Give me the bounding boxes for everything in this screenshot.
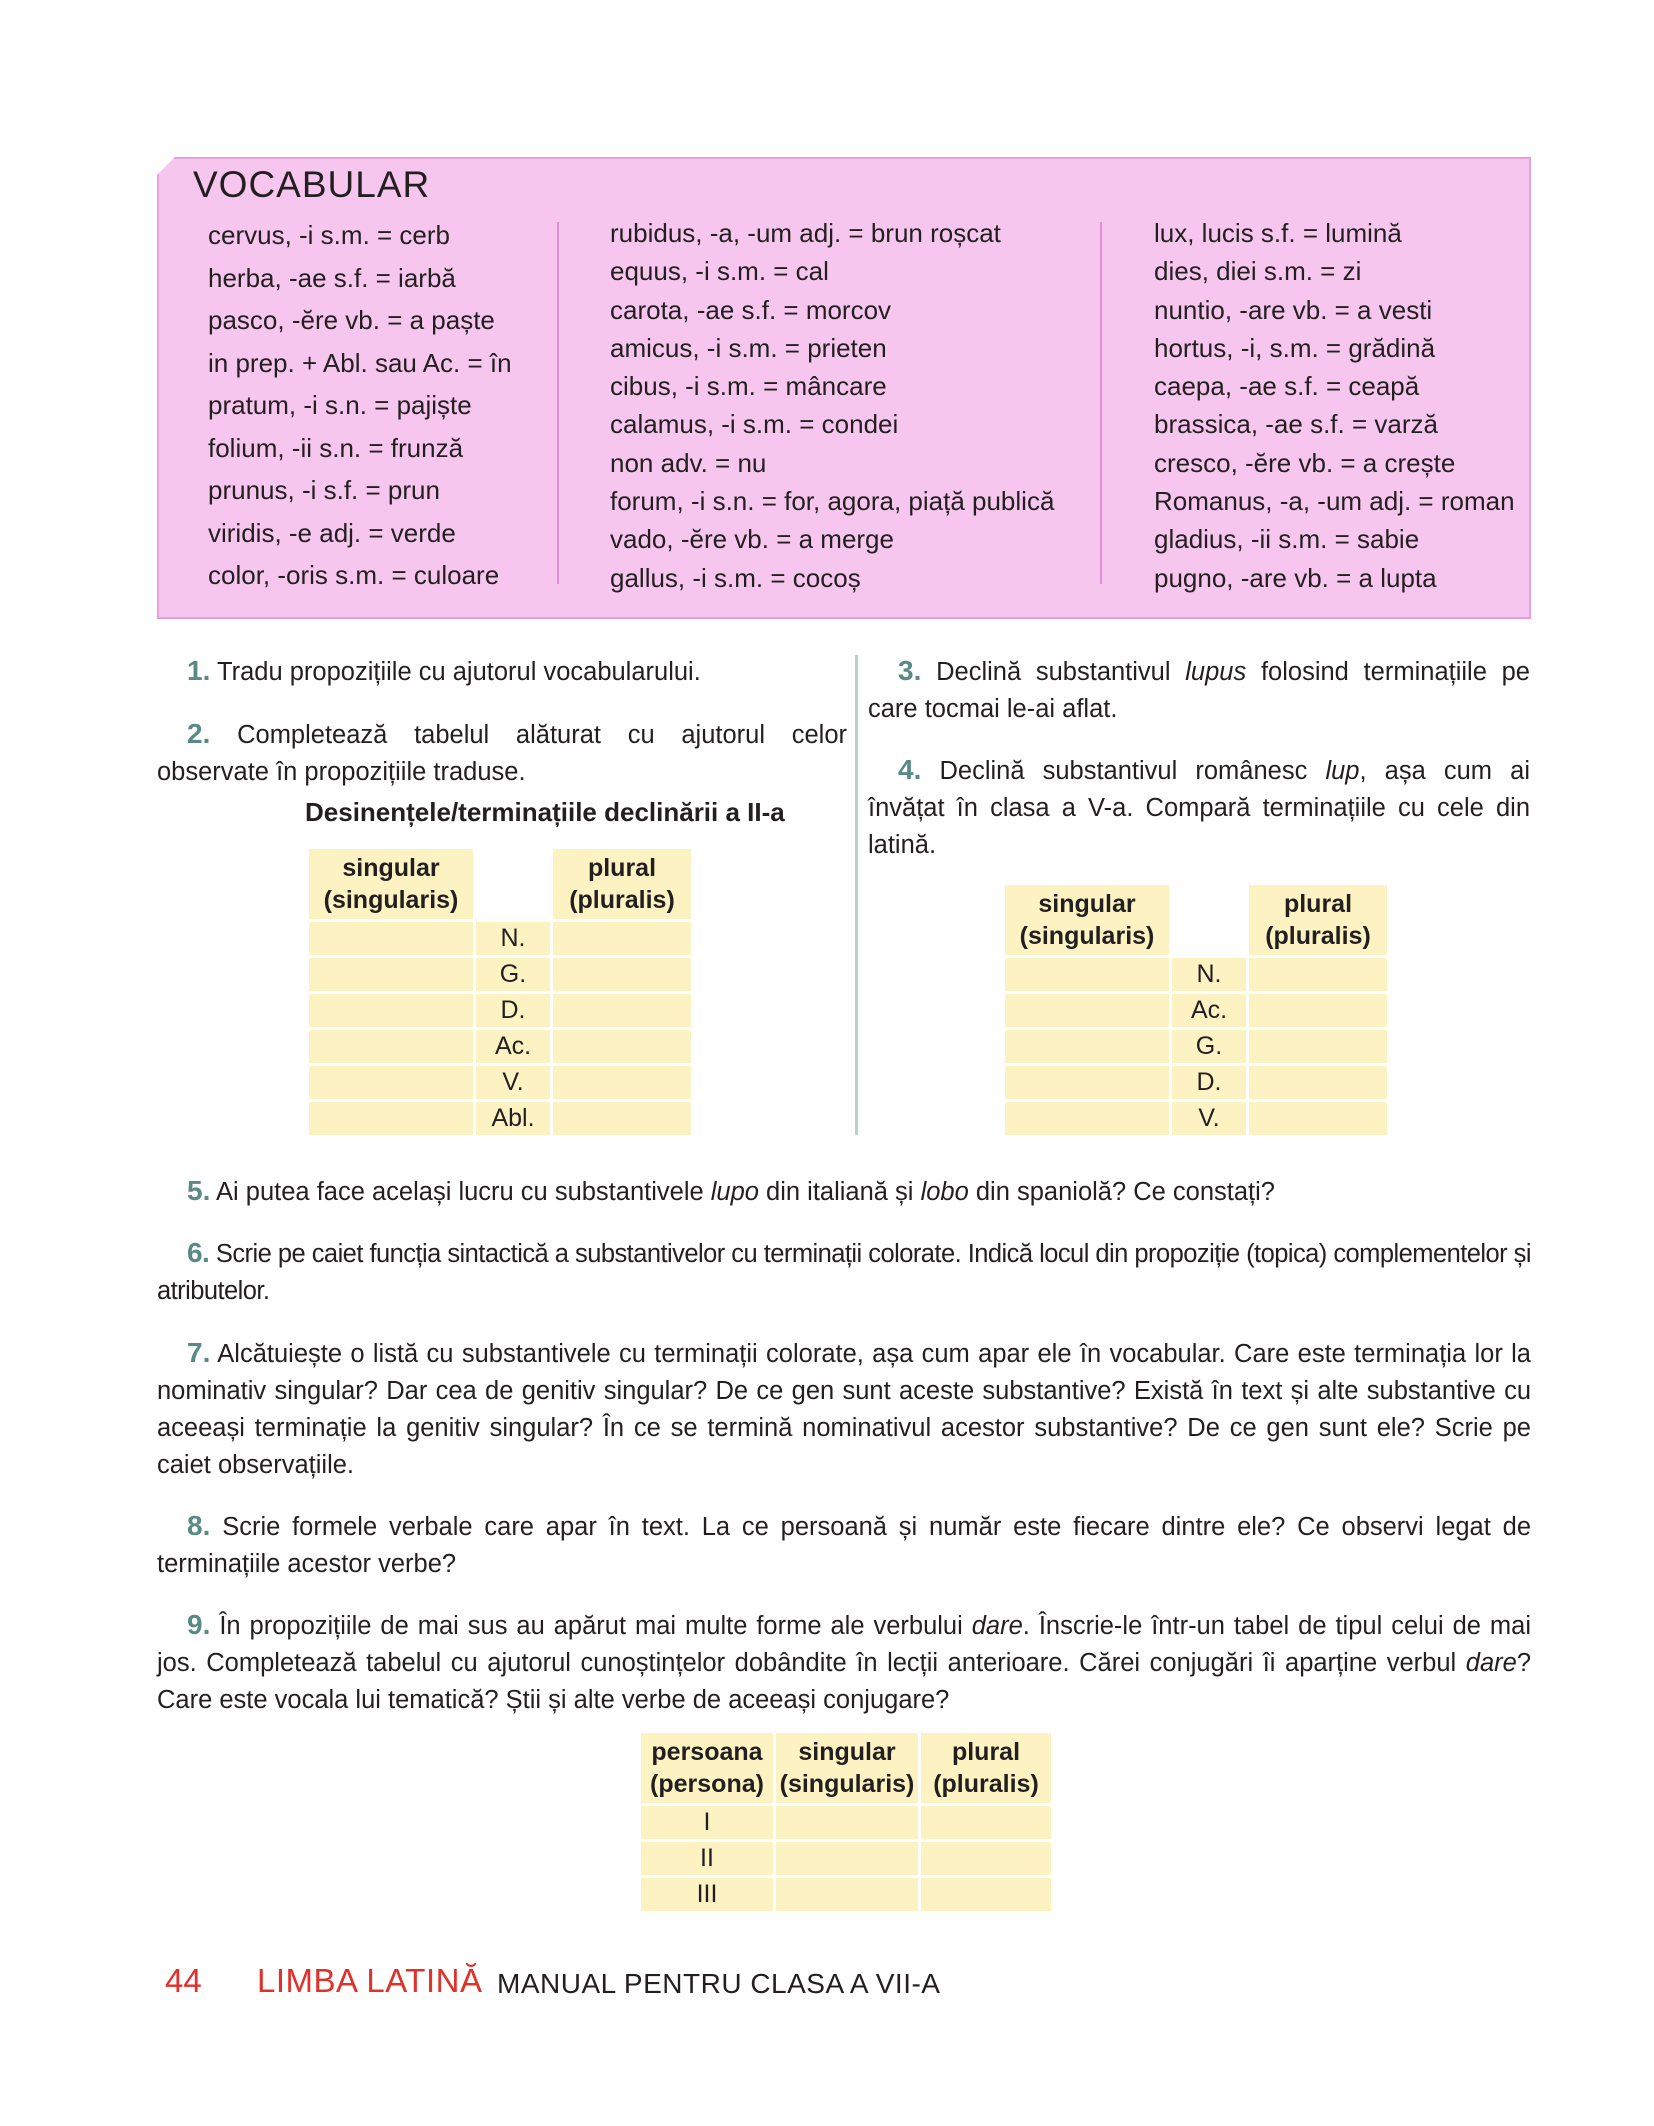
case-label: G.	[476, 958, 550, 991]
exercise-text: Declină substantivul românesc	[939, 757, 1326, 785]
vocabulary-entry: lux, lucis s.f. = lumină	[1154, 218, 1402, 248]
table-cell[interactable]	[553, 994, 691, 1027]
exercise-text: Tradu propozițiile cu ajutorul vocabularului.	[216, 658, 701, 686]
table-cell[interactable]	[1249, 994, 1387, 1027]
person-label: III	[641, 1878, 773, 1911]
table-cell[interactable]	[921, 1842, 1051, 1875]
table-cell[interactable]	[1005, 1102, 1169, 1135]
exercise-number: 9.	[187, 1609, 211, 1640]
case-label: N.	[476, 922, 550, 955]
exercise-text: Declină substantivul	[936, 658, 1186, 686]
exercise-number: 7.	[187, 1337, 211, 1368]
vocabulary-column-2	[610, 214, 1054, 597]
table-cell[interactable]	[553, 1066, 691, 1099]
exercise-9	[157, 1606, 1531, 1719]
book-title: LIMBA LATINĂ	[257, 1962, 483, 1999]
romanian-declension-table	[1002, 882, 1390, 1138]
header-label: singular	[1038, 890, 1136, 918]
exercise-1	[157, 652, 847, 691]
vocabulary-entry: prunus, -i s.f. = prun	[208, 475, 440, 505]
vocabulary-entry: in prep. + Abl. sau Ac. = în	[208, 347, 512, 378]
header-label-latin: (singularis)	[779, 1770, 915, 1798]
exercise-text: din italiană și	[758, 1178, 921, 1206]
table-cell[interactable]	[1249, 1030, 1387, 1063]
table-header-row	[641, 1733, 1051, 1803]
table-cell[interactable]	[1005, 1030, 1169, 1063]
vocabulary-entry: brassica, -ae s.f. = varză	[1154, 409, 1438, 440]
exercise-number: 8.	[187, 1510, 211, 1541]
table-cell[interactable]	[309, 1030, 473, 1063]
person-label: I	[641, 1806, 773, 1839]
vocabulary-entry: cervus, -i s.m. = cerb	[208, 220, 450, 250]
table-row	[309, 994, 691, 1027]
exercise-text: Ai putea face același lucru cu substantivele	[216, 1178, 711, 1206]
header-blank	[476, 849, 550, 919]
case-label: G.	[1172, 1030, 1246, 1063]
vocabulary-title: VOCABULAR	[193, 164, 431, 205]
exercise-number: 3.	[898, 655, 922, 686]
case-label: D.	[476, 994, 550, 1027]
vocabulary-entry: caepa, -ae s.f. = ceapă	[1154, 371, 1420, 402]
table-cell[interactable]	[553, 1030, 691, 1063]
table-cell[interactable]	[1005, 958, 1169, 991]
vocabulary-entry: forum, -i s.n. = for, agora, piață publică	[610, 486, 1055, 517]
vocabulary-entry: gladius, -ii s.m. = sabie	[1154, 524, 1420, 555]
table-cell[interactable]	[553, 958, 691, 991]
exercise-4	[868, 751, 1530, 864]
header-plural	[1249, 885, 1387, 955]
table-header-row	[1005, 885, 1387, 955]
column-divider	[855, 655, 858, 1135]
header-singular	[309, 849, 473, 919]
header-plural	[553, 849, 691, 919]
exercise-7	[157, 1334, 1531, 1484]
case-label: Ac.	[476, 1030, 550, 1063]
case-label: V.	[476, 1066, 550, 1099]
table-cell[interactable]	[776, 1806, 918, 1839]
exercise-2	[157, 715, 847, 791]
vocabulary-entry: cresco, -ĕre vb. = a crește	[1154, 447, 1456, 478]
exercise-text: din spaniolă? Ce constați?	[968, 1178, 1275, 1206]
header-label: plural	[951, 1738, 1021, 1766]
vocabulary-entry: pasco, -ĕre vb. = a paște	[208, 305, 495, 335]
table-row	[641, 1878, 1051, 1911]
exercise-text: . Înscrie-le într-un tabel de tipul celui de mai jos. Completează tabelul cu ajutorul cunoștințelor dobândite în lecții anterioare. Cărei conjugări îi aparține verbul	[157, 1612, 1531, 1677]
exercise-number: 4.	[898, 754, 922, 785]
table-row	[1005, 958, 1387, 991]
vocabulary-entry: amicus, -i s.m. = prieten	[610, 332, 887, 363]
table-cell[interactable]	[309, 994, 473, 1027]
table-cell[interactable]	[309, 1102, 473, 1135]
vocabulary-divider	[557, 222, 559, 584]
vocabulary-entry: equus, -i s.m. = cal	[610, 256, 829, 287]
vocabulary-entry: color, -oris s.m. = culoare	[208, 560, 500, 590]
table-row	[1005, 994, 1387, 1027]
vocabulary-column-3	[1154, 214, 1515, 597]
vocabulary-entry: gallus, -i s.m. = cocoș	[610, 562, 861, 593]
exercise-text: folosind terminațiile pe care tocmai le-ai aflat.	[868, 658, 1530, 723]
table-cell[interactable]	[309, 958, 473, 991]
exercise-text: Scrie formele verbale care apar în text. La ce persoană și număr este fiecare dintre ele? Ce observi legat de terminațiile acestor verbe?	[157, 1513, 1532, 1578]
table-row	[1005, 1030, 1387, 1063]
header-label: plural	[1283, 890, 1353, 918]
exercise-text: Scrie pe caiet funcția sintactică a substantivelor cu terminații colorate. Indică locul din propoziție (topica) complementelor și atributelor.	[157, 1240, 1531, 1305]
vocabulary-entry: dies, diei s.m. = zi	[1154, 256, 1362, 287]
case-label: Abl.	[476, 1102, 550, 1135]
person-label: II	[641, 1842, 773, 1875]
table-row	[641, 1806, 1051, 1839]
table-row	[309, 1102, 691, 1135]
vocabulary-entry: nuntio, -are vb. = a vesti	[1154, 294, 1433, 325]
book-subtitle: MANUAL PENTRU CLASA A VII-A	[497, 1968, 941, 1999]
vocabulary-entry: cibus, -i s.m. = mâncare	[610, 371, 887, 402]
exercise-word: lobo	[920, 1178, 969, 1206]
exercise-word: dare	[971, 1612, 1023, 1640]
exercise-word: lupus	[1185, 658, 1247, 686]
case-label: Ac.	[1172, 994, 1246, 1027]
table-row	[1005, 1066, 1387, 1099]
vocabulary-divider	[1100, 222, 1102, 584]
vocabulary-entry: herba, -ae s.f. = iarbă	[208, 262, 456, 293]
table-cell[interactable]	[1249, 1066, 1387, 1099]
vocabulary-entry: folium, -ii s.n. = frunză	[208, 432, 464, 463]
exercise-word: lup	[1325, 757, 1360, 785]
vocabulary-entry: hortus, -i, s.m. = grădină	[1154, 332, 1436, 363]
table-cell[interactable]	[776, 1878, 918, 1911]
exercise-text: Completează tabelul alăturat cu ajutorul celor observate în propozițiile traduse.	[157, 721, 847, 786]
header-plural	[921, 1733, 1051, 1803]
vocabulary-entry: calamus, -i s.m. = condei	[610, 409, 899, 440]
exercise-text: , așa cum ai învățat în clasa a V-a. Compară terminațiile cu cele din latină.	[868, 757, 1530, 859]
declension-table-title: Desinențele/terminațiile declinării a II-a	[305, 797, 785, 827]
header-singular	[1005, 885, 1169, 955]
vocabulary-entry: pugno, -are vb. = a lupta	[1154, 562, 1437, 593]
exercise-text: Alcătuiește o listă cu substantivele cu terminații colorate, așa cum apar ele în vocabular. Care este terminația lor la nominativ singular? Dar cea de genitiv singular? De ce gen sunt aceste substantive? Există în text și alte substantive cu aceeași terminație la genitiv singular? În ce se termină nominativul acestor substantive? De ce gen sunt ele? Scrie pe caiet observațiile.	[157, 1340, 1531, 1479]
table-cell[interactable]	[553, 1102, 691, 1135]
exercise-word: lupo	[710, 1178, 759, 1206]
header-label-latin: (singularis)	[1019, 922, 1155, 950]
header-label-latin: (pluralis)	[933, 1770, 1039, 1798]
exercise-8	[157, 1507, 1531, 1583]
table-row	[641, 1842, 1051, 1875]
exercise-3	[868, 652, 1530, 728]
table-row	[309, 958, 691, 991]
vocabulary-entry: pratum, -i s.n. = pajiște	[208, 390, 472, 420]
exercise-number: 5.	[187, 1175, 211, 1206]
vocabulary-entry: carota, -ae s.f. = morcov	[610, 294, 892, 325]
table-cell[interactable]	[309, 1066, 473, 1099]
table-row	[309, 922, 691, 955]
table-row	[309, 1030, 691, 1063]
case-label: D.	[1172, 1066, 1246, 1099]
header-label-latin: (singularis)	[323, 886, 459, 914]
header-label: singular	[798, 1738, 896, 1766]
exercise-number: 2.	[187, 718, 211, 749]
header-label: plural	[587, 854, 657, 882]
case-label: N.	[1172, 958, 1246, 991]
exercise-text: ? Care este vocala lui tematică? Știi și alte verbe de aceeași conjugare?	[157, 1649, 1531, 1714]
header-label-latin: (pluralis)	[1265, 922, 1371, 950]
header-persoana	[641, 1733, 773, 1803]
header-singular	[776, 1733, 918, 1803]
table-cell[interactable]	[921, 1878, 1051, 1911]
exercise-5	[157, 1172, 1531, 1211]
table-cell[interactable]	[1005, 1066, 1169, 1099]
header-label-latin: (pluralis)	[569, 886, 675, 914]
verb-conjugation-table	[638, 1730, 1054, 1914]
page-number: 44	[165, 1962, 202, 1999]
table-cell[interactable]	[553, 922, 691, 955]
header-blank	[1172, 885, 1246, 955]
header-label: persoana	[651, 1738, 763, 1766]
header-label: singular	[342, 854, 440, 882]
exercise-number: 6.	[187, 1237, 210, 1268]
vocabulary-entry: viridis, -e adj. = verde	[208, 517, 456, 548]
table-cell[interactable]	[776, 1842, 918, 1875]
table-cell[interactable]	[1249, 1102, 1387, 1135]
vocabulary-column-1	[208, 214, 512, 597]
vocabulary-entry: Romanus, -a, -um adj. = roman	[1154, 486, 1515, 517]
exercise-number: 1.	[187, 655, 211, 686]
table-header-row	[309, 849, 691, 919]
exercise-text: În propozițiile de mai sus au apărut mai multe forme ale verbului	[219, 1612, 972, 1640]
table-cell[interactable]	[309, 922, 473, 955]
table-cell[interactable]	[921, 1806, 1051, 1839]
table-cell[interactable]	[1249, 958, 1387, 991]
vocabulary-entry: non adv. = nu	[610, 447, 767, 478]
exercise-6	[157, 1234, 1531, 1310]
table-cell[interactable]	[1005, 994, 1169, 1027]
vocabulary-entry: rubidus, -a, -um adj. = brun roșcat	[610, 218, 1001, 248]
table-row	[309, 1066, 691, 1099]
declension-table	[306, 846, 694, 1138]
vocabulary-entry: vado, -ĕre vb. = a merge	[610, 524, 894, 555]
table-row	[1005, 1102, 1387, 1135]
case-label: V.	[1172, 1102, 1246, 1135]
exercise-word: dare	[1465, 1649, 1517, 1677]
header-label-latin: (persona)	[650, 1770, 764, 1798]
